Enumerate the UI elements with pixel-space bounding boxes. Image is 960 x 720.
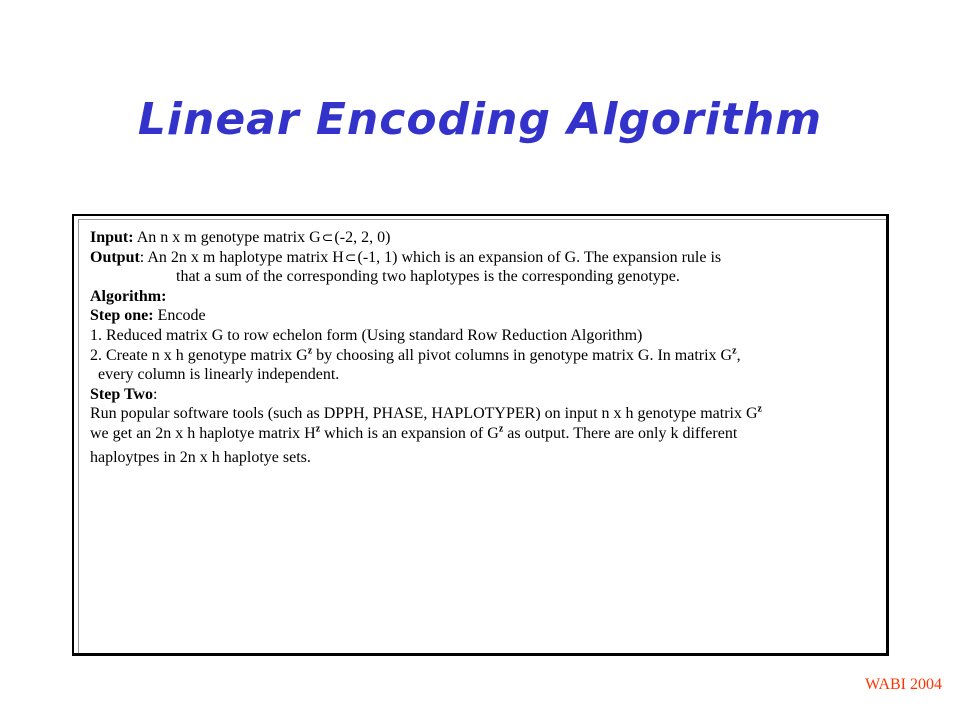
superscript-z: z (732, 345, 737, 357)
output-line-2: that a sum of the corresponding two haplotypes is the corresponding genotype. (176, 268, 680, 286)
output-text-a: : An 2n x m haplotype matrix H (139, 248, 344, 266)
step-two-line-2-c: as output. There are only k different (503, 424, 738, 442)
output-text-b: (-1, 1) which is an expansion of G. The expansion rule is (357, 248, 722, 266)
input-label: Input: (90, 229, 134, 246)
step-one-line (90, 306, 870, 326)
slide-title: Linear Encoding Algorithm (137, 94, 823, 145)
step-one-text: Encode (153, 307, 206, 325)
step-two-line (90, 385, 870, 405)
output-line (90, 248, 870, 268)
step-one-item-2-b: by choosing all pivot columns in genotype matrix G. In matrix G (312, 346, 733, 364)
superscript-z: z (498, 423, 504, 435)
step-two-line-2-a: we get an 2n x h haplotye matrix H (90, 424, 316, 442)
output-label: Output (90, 248, 140, 266)
step-two-label: Step Two (90, 385, 153, 403)
step-one-item-2-a: 2. Create n x h genotype matrix G (90, 346, 308, 364)
step-one-item-1: 1. Reduced matrix G to row echelon form (Using standard Row Reduction Algorithm) (90, 326, 643, 344)
step-one-label: Step one: (90, 307, 154, 325)
step-two-colon: : (152, 385, 158, 403)
superscript-z: z (307, 345, 313, 357)
algorithm-label: Algorithm: (90, 287, 167, 305)
algorithm-text (90, 228, 870, 467)
step-two-line-3: haploytpes in 2n x h haplotye sets. (90, 448, 311, 466)
step-two-line-1 (90, 404, 870, 424)
algorithm-box (72, 214, 889, 656)
subset-symbol-icon: ⊂ (321, 230, 334, 246)
subset-symbol-icon: ⊂ (344, 249, 357, 266)
step-two-line-1-a: Run popular software tools (such as DPPH, PHASE, HAPLOTYPER) on input n x h genotype matrix G (90, 405, 758, 423)
input-text-b: (-2, 2, 0) (334, 229, 391, 246)
input-line (90, 228, 870, 248)
step-one-item-2-line-2: every column is linearly independent. (98, 366, 340, 384)
input-text-a: An n x m genotype matrix G (133, 229, 321, 246)
step-two-line-2-b: which is an expansion of G (320, 424, 499, 442)
step-one-item-2 (90, 346, 870, 366)
step-one-item-2-c: , (736, 346, 741, 364)
superscript-z: z (757, 404, 762, 416)
superscript-z: z (315, 423, 321, 435)
footer-conference-label: WABI 2004 (865, 676, 942, 693)
step-two-line-2 (90, 424, 870, 444)
